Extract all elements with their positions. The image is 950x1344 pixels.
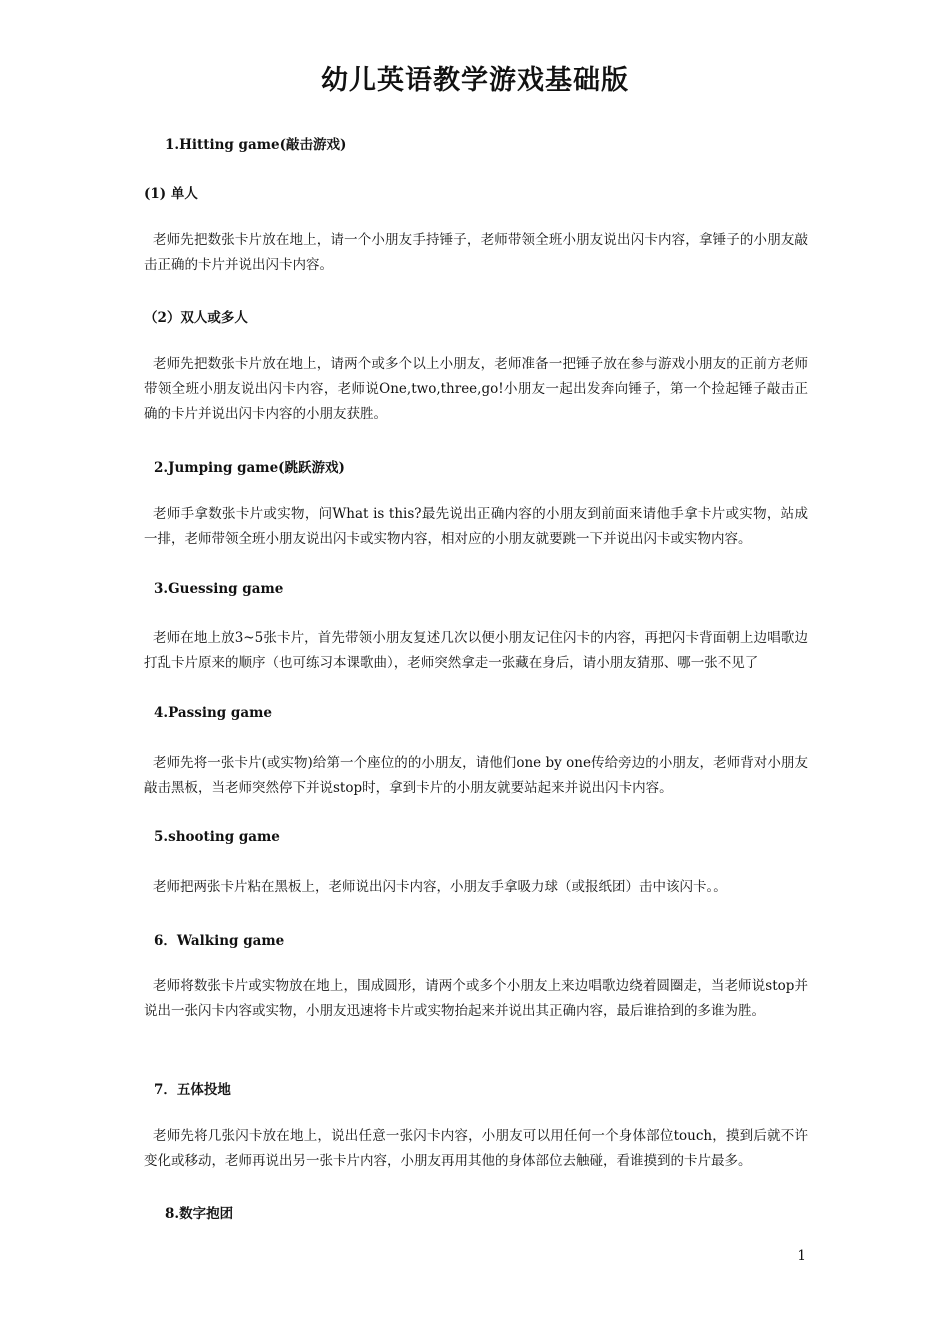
section-6-heading: 6．Walking game [154,933,285,949]
section-4-heading: 4.Passing game [154,705,272,721]
section-1-2-text: 老师先把数张卡片放在地上，请两个或多个以上小朋友，老师准备一把锤子放在参与游戏小朋友的正前方老师带领全班小朋友说出闪卡内容，老师说One,two,three,go!小朋友一起出发奔向锤子，第一个捡起锤子敲击正确的卡片并说出闪卡内容的小朋友获胜。 [144,356,808,422]
section-3-text: 老师在地上放3~5张卡片，首先带领小朋友复述几次以便小朋友记住闪卡的内容，再把闪卡背面朝上边唱歌边打乱卡片原来的顺序（也可练习本课歌曲），老师突然拿走一张藏在身后，请小朋友猜那、哪一张不见了 [144,630,808,671]
section-7-text: 老师先将几张闪卡放在地上，说出任意一张闪卡内容，小朋友可以用任何一个身体部位touch，摸到后就不许变化或移动，老师再说出另一张卡片内容，小朋友再用其他的身体部位去触碰，看谁摸到的卡片最多。 [144,1128,808,1169]
document-title: 幼儿英语教学游戏基础版 [321,65,629,96]
section-1-heading: 1.Hitting game(敲击游戏) [165,137,347,153]
section-2-heading: 2.Jumping game(跳跃游戏) [154,460,345,476]
page-number: 1 [797,1248,806,1264]
section-5-heading: 5.shooting game [154,829,280,845]
section-1-1-text: 老师先把数张卡片放在地上，请一个小朋友手持锤子，老师带领全班小朋友说出闪卡内容，拿锤子的小朋友敲击正确的卡片并说出闪卡内容。 [144,232,808,273]
section-3-heading: 3.Guessing game [154,581,284,597]
section-1-1-heading: (1) 单人 [144,186,198,202]
section-5-text: 老师把两张卡片粘在黑板上，老师说出闪卡内容，小朋友手拿吸力球（或报纸团）击中该闪卡。。 [153,879,727,895]
section-2-text: 老师手拿数张卡片或实物，问What is this?最先说出正确内容的小朋友到前面来请他手拿卡片或实物，站成一排，老师带领全班小朋友说出闪卡或实物内容，相对应的小朋友就要跳一下并说出闪卡或实物内容。 [144,506,808,547]
section-1-2-heading: （2）双人或多人 [144,310,248,326]
section-4-text: 老师先将一张卡片(或实物)给第一个座位的的小朋友，请他们one by one传给旁边的小朋友，老师背对小朋友敲击黑板，当老师突然停下并说stop时，拿到卡片的小朋友就要站起来并说出闪卡内容。 [144,755,808,796]
section-7-heading: 7．五体投地 [154,1082,231,1098]
section-6-text: 老师将数张卡片或实物放在地上，围成圆形，请两个或多个小朋友上来边唱歌边绕着圆圈走，当老师说stop并说出一张闪卡内容或实物，小朋友迅速将卡片或实物抬起来并说出其正确内容，最后谁拾到的多谁为胜。 [144,978,808,1019]
section-8-heading: 8.数字抱团 [165,1206,234,1222]
